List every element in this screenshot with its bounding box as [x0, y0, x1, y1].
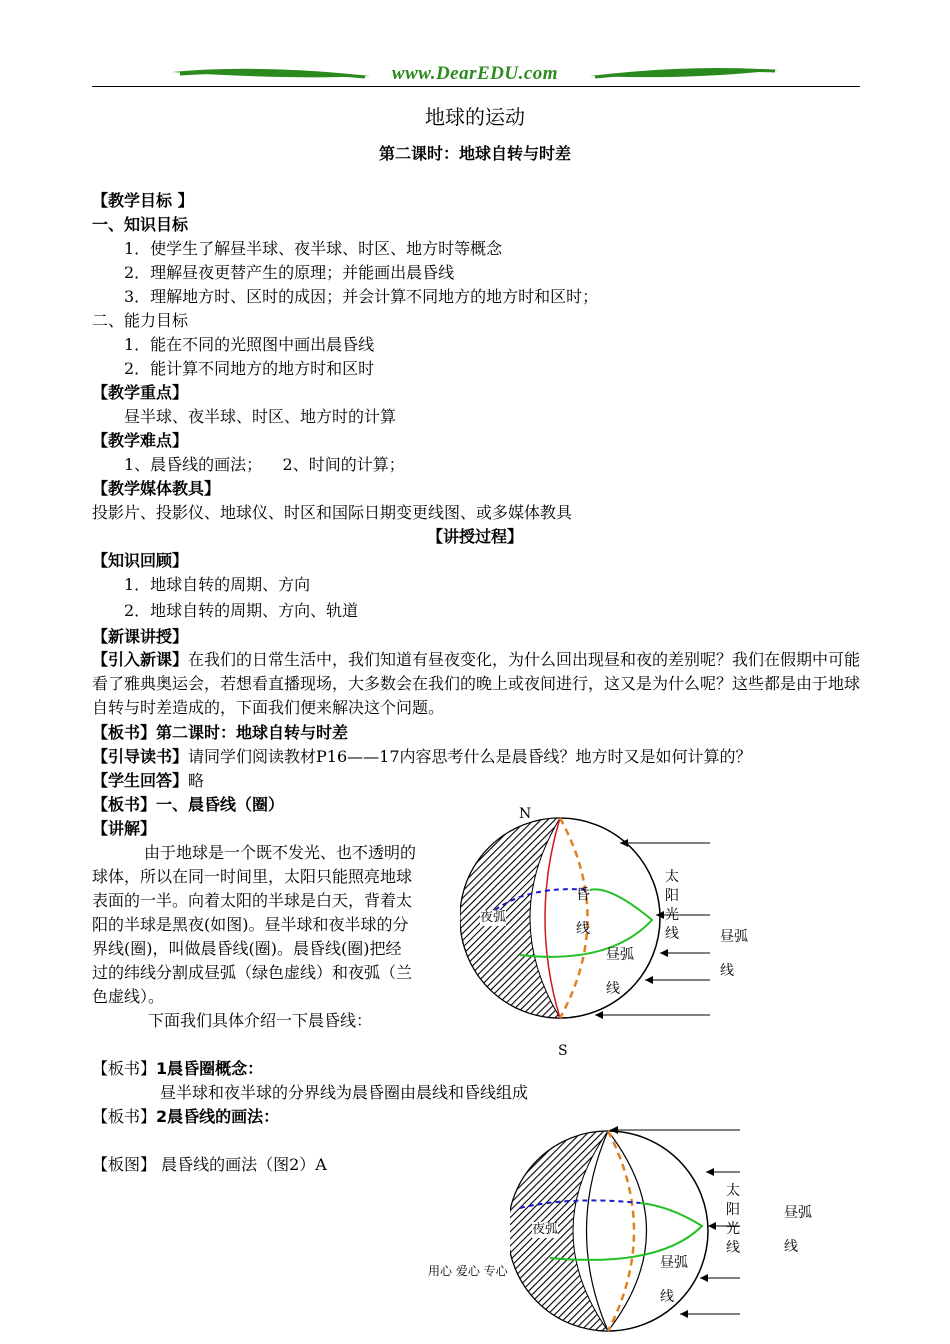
media-heading: 【教学媒体教具】: [92, 479, 221, 498]
board-figure-caption: 【板图】 晨昏线的画法（图2）A: [92, 1155, 327, 1174]
board-4-text: 2晨昏线的画法：: [156, 1107, 280, 1126]
board-3-text: 1晨昏圈概念：: [156, 1059, 264, 1078]
figure1-sunlight: 太阳光线: [665, 869, 679, 942]
review-heading: 【知识回顾】: [92, 551, 189, 570]
difficulties-text: 1、晨昏线的画法； 2、时间的计算；: [124, 455, 405, 474]
difficulties-heading: 【教学难点】: [92, 431, 189, 450]
figure2-dusk-line: 昼弧线: [660, 1255, 688, 1305]
board-4-label: 【板书】: [92, 1107, 157, 1126]
guide-label: 【引导读书】: [92, 747, 189, 766]
figure1-night-arc: 夜弧: [480, 910, 507, 925]
header-logo: [170, 62, 780, 88]
guide-paragraph: [92, 746, 752, 768]
knowledge-item-2: 2．理解昼夜更替产生的原理；并能画出晨昏线: [124, 263, 455, 282]
explain-line-4: 阳的半球是黑夜(如图)。昼半球和夜半球的分: [92, 915, 409, 934]
knowledge-heading: 一、知识目标: [92, 215, 189, 234]
answer-paragraph: [92, 770, 204, 792]
review-item-1: 1．地球自转的周期、方向: [124, 575, 311, 594]
explain-next: 下面我们具体介绍一下晨昏线：: [148, 1011, 373, 1030]
explain-line-1: 由于地球是一个既不发光、也不透明的: [144, 843, 417, 862]
guide-text: 请同学们阅读教材P16——17内容思考什么是晨昏线？地方时又是如何计算的？: [188, 747, 752, 766]
explain-line-2: 球体，所以在同一时间里，太阳只能照亮地球: [92, 867, 413, 886]
knowledge-item-3: 3．理解地方时、区时的成因；并会计算不同地方的地方时和区时；: [124, 287, 599, 306]
figure2-day-arc: 昼弧线: [784, 1205, 812, 1255]
ability-heading: 二、能力目标: [92, 311, 189, 330]
goals-heading: 【教学目标 】: [92, 191, 194, 210]
new-lesson-heading: 【新课讲授】: [92, 627, 189, 646]
ability-item-2: 2．能计算不同地方的地方时和区时: [124, 359, 375, 378]
figure1-north: N: [519, 806, 532, 822]
key-points-heading: 【教学重点】: [92, 383, 189, 402]
explain-line-5: 界线(圈)，叫做晨昏线(圈)。晨昏线(圈)把经: [92, 939, 402, 958]
explain-line-6: 过的纬线分割成昼弧（绿色虚线）和夜弧（兰: [92, 963, 413, 982]
answer-text: 略: [188, 771, 205, 790]
board-3: [92, 1058, 263, 1080]
process-heading: 【讲授过程】: [426, 527, 523, 546]
concept-text: 昼半球和夜半球的分界线为晨昏圈由晨线和昏线组成: [160, 1083, 529, 1102]
board-4: [92, 1106, 279, 1128]
key-points-text: 昼半球、夜半球、时区、地方时的计算: [124, 407, 397, 426]
ability-item-1: 1．能在不同的光照图中画出晨昏线: [124, 335, 375, 354]
figure1-day-arc: 昼弧线: [720, 929, 748, 979]
figure1-dawn-line: 昏线: [576, 887, 590, 937]
page-subtitle: 第二课时：地球自转与时差: [378, 144, 571, 163]
figure1-dusk-line: 昼弧线: [606, 947, 634, 997]
answer-label: 【学生回答】: [92, 771, 189, 790]
logo-text: www.DearEDU.com: [391, 63, 559, 84]
figure2-sunlight: 太阳光线: [726, 1183, 740, 1256]
intro-label: 【引入新课】: [92, 650, 189, 669]
header-rule: [92, 86, 860, 87]
explain-line-3: 表面的一半。向着太阳的半球是白天，背着太: [92, 891, 413, 910]
intro-paragraph: [92, 648, 862, 720]
board-3-label: 【板书】: [92, 1059, 157, 1078]
review-item-2: 2．地球自转的周期、方向、轨道: [124, 601, 359, 620]
knowledge-item-1: 1．使学生了解昼半球、夜半球、时区、地方时等概念: [124, 239, 503, 258]
page-footer: 用心 爱心 专心: [428, 1264, 508, 1278]
page-title: 地球的运动: [425, 105, 525, 129]
media-text: 投影片、投影仪、地球仪、时区和国际日期变更线图、或多媒体教具: [92, 503, 573, 522]
intro-text: 在我们的日常生活中，我们知道有昼夜变化，为什么回出现昼和夜的差别呢？我们在假期中可能看了雅典奥运会，若想看直播现场，大多数会在我们的晚上或夜间进行，这又是为什么呢？这些都是由于地球自转与时差造成的，下面我们便来解决这个问题。: [92, 650, 861, 717]
board-1: 【板书】第二课时：地球自转与时差: [92, 723, 349, 742]
board-2: 【板书】一、晨昏线（圈）: [92, 795, 285, 814]
figure2-night-arc: 夜弧: [532, 1222, 559, 1237]
explain-heading: 【讲解】: [92, 819, 157, 838]
explain-line-7: 色虚线）。: [92, 987, 165, 1006]
figure1-south: S: [558, 1043, 568, 1059]
